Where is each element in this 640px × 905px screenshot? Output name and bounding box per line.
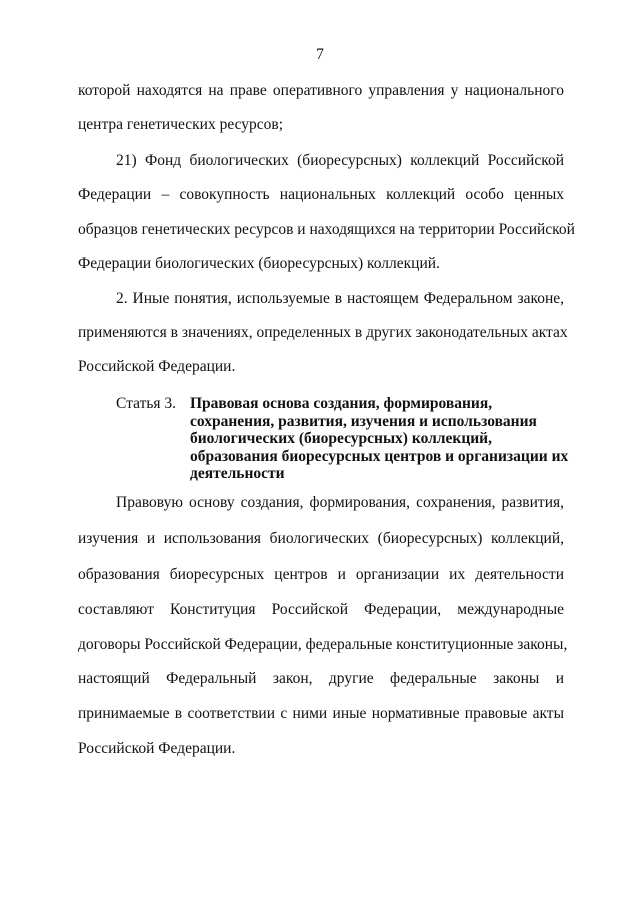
text-line: образования биоресурсных центров и организации их деятельности — [78, 566, 564, 583]
article-title — [190, 395, 570, 483]
text-line: 21) Фонд биологических (биоресурсных) коллекций Российской — [116, 152, 564, 169]
text-line: образцов генетических ресурсов и находящихся на территории Российской — [78, 221, 575, 238]
text-line: Российской Федерации. — [78, 358, 236, 375]
text-line: Правовую основу создания, формирования, сохранения, развития, — [116, 494, 564, 511]
text-line: изучения и использования биологических (биоресурсных) коллекций, — [78, 530, 564, 547]
text-line: 2. Иные понятия, используемые в настоящем Федеральном законе, — [116, 290, 564, 307]
text-line: Федерации биологических (биоресурсных) коллекций. — [78, 255, 440, 272]
article-title-line: Правовая основа создания, формирования, — [190, 395, 493, 412]
text-line: Федерации – совокупность национальных коллекций особо ценных — [78, 186, 564, 203]
text-line: принимаемые в соответствии с ними иные нормативные правовые акты — [78, 705, 564, 722]
article-title-line: биологических (биоресурсных) коллекций, — [190, 430, 492, 447]
article-label: Статья 3. — [116, 395, 177, 412]
text-line: составляют Конституция Российской Федерации, международные — [78, 601, 564, 618]
page-number: 7 — [316, 46, 324, 63]
article-title-line: образования биоресурсных центров и организации их — [190, 447, 569, 465]
text-line: применяются в значениях, определенных в других законодательных актах — [78, 324, 568, 341]
text-line: договоры Российской Федерации, федеральные конституционные законы, — [78, 636, 568, 653]
article-title-line: деятельности — [190, 465, 285, 482]
text-line: центра генетических ресурсов; — [78, 116, 284, 133]
text-line: Российской Федерации. — [78, 740, 236, 757]
text-line: настоящий Федеральный закон, другие федеральные законы и — [78, 670, 564, 687]
text-line: которой находятся на праве оперативного управления у национального — [78, 82, 564, 99]
article-title-line: сохранения, развития, изучения и использования — [190, 412, 537, 430]
